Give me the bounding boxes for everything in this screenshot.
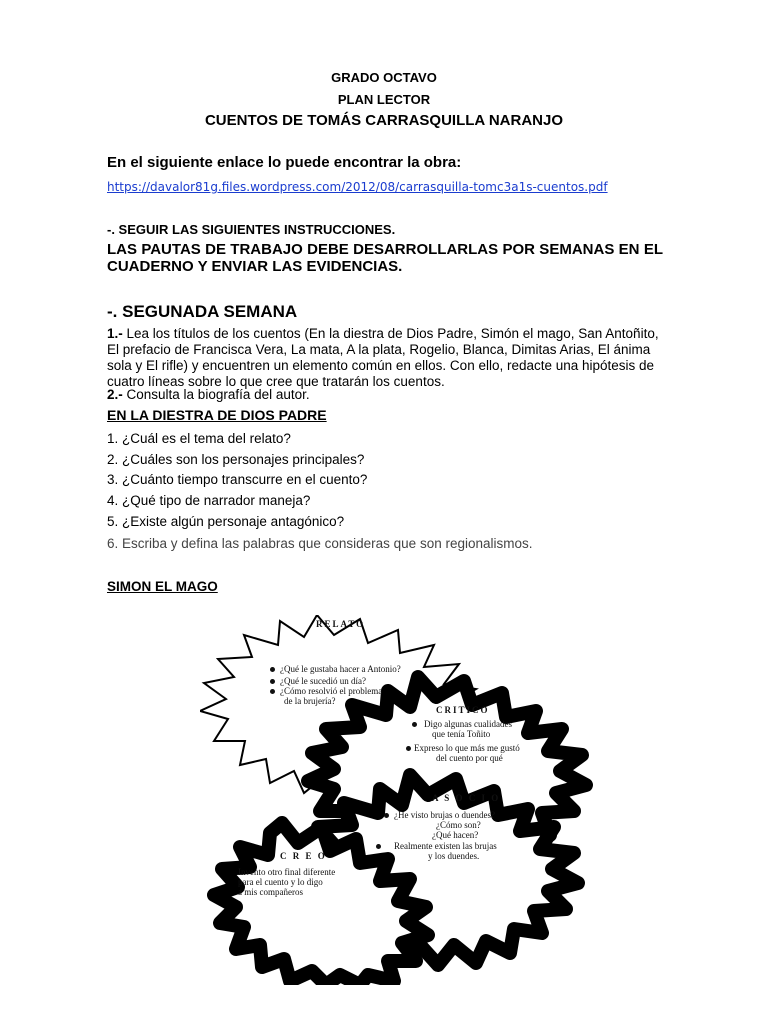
creo-item-1: Invento otro final diferente [238,867,336,877]
creo-item-3: a mis compañeros [238,887,303,897]
asocio-bullet-2 [376,844,381,849]
link-intro: En el siguiente enlace lo puede encontrar la obra: [107,154,462,171]
question-1: 1. ¿Cuál es el tema del relato? [107,431,291,446]
relato-item-1: ¿Qué le gustaba hacer a Antonio? [280,664,401,674]
relato-item-3: ¿Cómo resolvió el problema [280,686,383,696]
relato-item-2: ¿Qué le sucedió un día? [280,676,366,686]
question-4: 4. ¿Qué tipo de narrador maneja? [107,493,311,508]
reading-diagram [200,615,630,985]
instructions-pautas: LAS PAUTAS DE TRABAJO DEBE DESARROLLARLAS POR SEMANAS EN EL CUADERNO Y ENVIAR LAS EVIDENCIAS. [107,241,663,275]
critico-item-3: Expreso lo que más me gustó [414,743,520,753]
creo-title: C R E O [280,851,327,861]
diestra-title: EN LA DIESTRA DE DIOS PADRE [107,407,327,423]
relato-bullet-3 [270,689,275,694]
week-title: -. SEGUNADA SEMANA [107,302,298,321]
task-1-text: Lea los títulos de los cuentos (En la diestra de Dios Padre, Simón el mago, San Antoñito, El prefacio de Francisca Vera, La mata, A la plata, Rogelio, Blanca, Dimitas Arias, El ánima sola y El rifle) y encuentren un elemento común en ellos. Con ello, redacte una hipótesis de cuatro líneas sobre lo que cree que tratarán los cuentos. [107,326,659,389]
question-3: 3. ¿Cuánto tiempo transcurre en el cuento? [107,472,368,487]
asocio-bullet-1 [384,813,389,818]
relato-title: RELATO [316,619,366,629]
instructions-heading: -. SEGUIR LAS SIGUIENTES INSTRUCCIONES. [107,222,396,237]
relato-item-4: de la brujería? [284,696,336,706]
critico-bullet-1 [412,722,417,727]
critico-item-1: Digo algunas cualidades [424,719,512,729]
task-2 [107,387,310,402]
work-link[interactable]: https://davalor81g.files.wordpress.com/2012/08/carrasquilla-tomc3a1s-cuentos.pdf [107,180,608,194]
critico-title: CRITICO [436,705,490,715]
asocio-item-2: ¿Cómo son? [436,820,481,830]
question-5: 5. ¿Existe algún personaje antagónico? [107,514,345,529]
question-6: 6. Escriba y defina las palabras que consideras que son regionalismos. [107,536,533,551]
task-1-number: 1.- [107,326,123,341]
asocio-item-3: ¿Qué hacen? [432,830,479,840]
relato-bullet-2 [270,679,275,684]
task-2-text: Consulta la biografía del autor. [122,387,310,402]
critico-item-2: que tenía Toñito [432,729,491,739]
header-grado: GRADO OCTAVO [331,70,437,85]
task-1 [107,326,667,390]
asocio-title: A S O C I O [432,793,501,803]
question-2: 2. ¿Cuáles son los personajes principales? [107,452,365,467]
task-2-number: 2.- [107,387,123,402]
creo-item-2: para el cuento y lo digo [238,877,323,887]
asocio-item-5: y los duendes. [428,851,480,861]
asocio-item-4: Realmente existen las brujas [394,841,497,851]
header-plan: PLAN LECTOR [337,92,431,107]
asocio-item-1: ¿He visto brujas o duendes? [394,810,495,820]
simon-title: SIMON EL MAGO [107,579,218,594]
diagram-starbursts [200,615,630,985]
critico-bullet-2 [406,746,411,751]
critico-item-4: del cuento por qué [436,753,503,763]
header-cuentos: CUENTOS DE TOMÁS CARRASQUILLA NARANJO [204,112,564,129]
relato-bullet-1 [270,667,275,672]
